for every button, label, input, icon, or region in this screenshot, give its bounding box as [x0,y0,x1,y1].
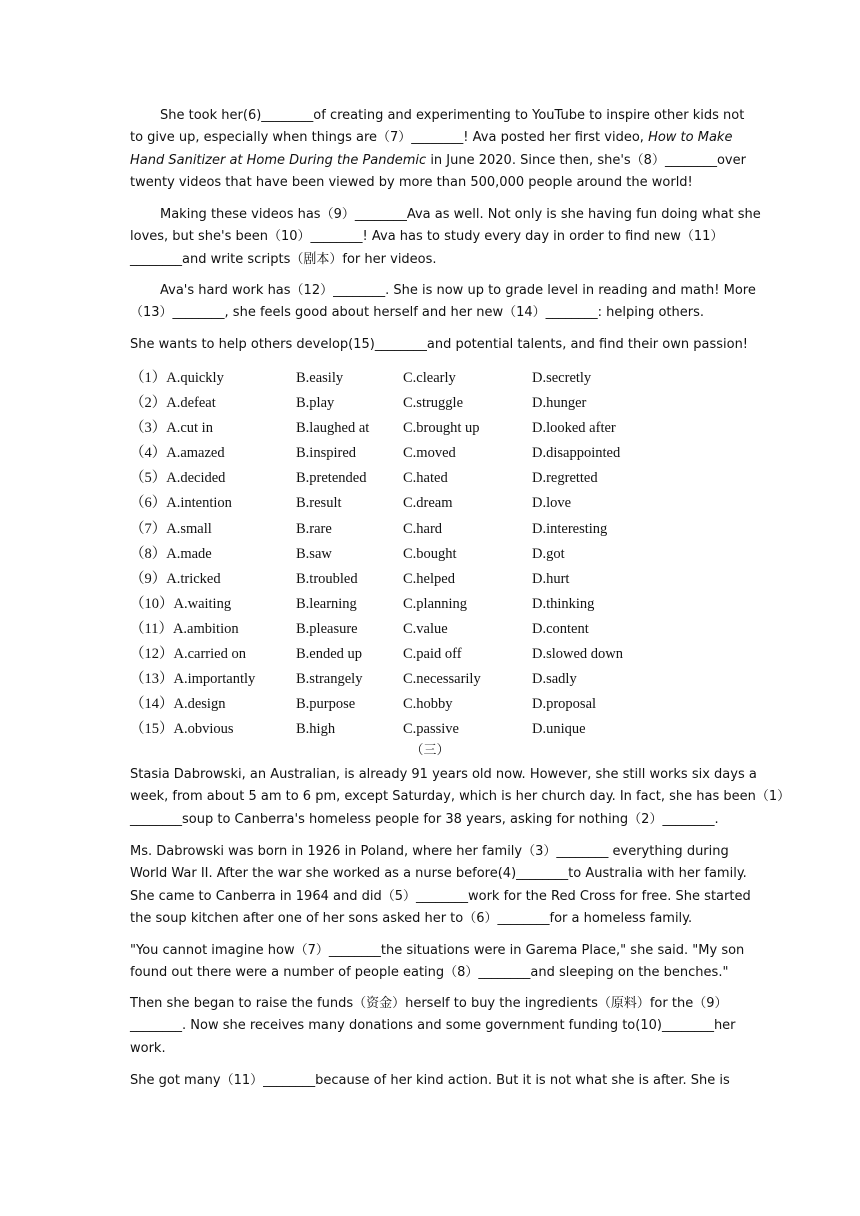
option-b: B.pleasure [296,620,358,637]
paragraph [130,841,751,931]
paragraph [130,105,746,195]
option-d: D.thinking [532,595,595,612]
option-b: B.easily [296,370,344,386]
option-c: C.paid off [403,646,462,663]
paragraph [130,940,745,985]
option-b: B.laughed at [296,420,370,437]
option-row [130,642,690,667]
option-d: D.looked after [532,420,616,437]
text-line: work. [130,1040,166,1056]
option-d: D.love [532,495,572,512]
section-heading: （三） [410,743,450,758]
option-c: C.passive [403,721,459,738]
option-d: D.secretly [532,370,592,386]
option-b: B.troubled [296,570,358,587]
text-line: She came to Canberra in 1964 and did（5）________work for the Red Cross for free. She started [130,888,751,904]
text-line: Ms. Dabrowski was born in 1926 in Poland, where her family（3）________ everything during [130,844,729,859]
option-d: D.content [532,620,589,637]
option-b: B.ended up [296,646,363,663]
text-line: ________soup to Canberra's homeless people for 38 years, asking for nothing（2）________. [130,811,719,827]
text-line: She wants to help others develop(15)________and potential talents, and find their own passion! [130,337,749,352]
text-line: Ava's hard work has（12）________. She is now up to grade level in reading and math! More [160,283,756,298]
paragraph [130,1070,742,1092]
option-b: B.inspired [296,445,357,462]
answer-options [130,366,690,742]
option-b: B.saw [296,545,332,562]
option-row [130,466,690,491]
text-line: week, from about 5 am to 6 pm, except Saturday, which is her church day. In fact, she has been（1） [130,789,791,805]
option-a: （11）A.ambition [130,620,239,637]
option-d: D.proposal [532,696,597,713]
paragraph [130,764,791,831]
text-line: to give up, especially when things are（7）________! Ava posted her first video, How to Make [130,130,733,146]
option-d: D.got [532,545,565,562]
option-a: （9）A.tricked [130,570,221,587]
option-row [130,366,690,391]
option-row [130,692,690,717]
text-line: She took her(6)________of creating and experimenting to YouTube to inspire other kids not [160,108,745,123]
option-a: （7）A.small [130,520,212,537]
text-line: loves, but she's been（10）________! Ava has to study every day in order to find new（11） [130,229,724,245]
option-a: （14）A.design [130,696,226,713]
option-a: （3）A.cut in [130,420,213,437]
option-c: C.clearly [403,370,456,386]
option-d: D.hurt [532,570,570,587]
text-line: twenty videos that have been viewed by more than 500,000 people around the world! [130,175,693,191]
option-a: （6）A.intention [130,495,232,512]
option-row [130,391,690,416]
option-a: （2）A.defeat [130,395,216,412]
option-c: C.helped [403,570,455,587]
option-c: C.bought [403,545,457,562]
text-line: Stasia Dabrowski, an Australian, is already 91 years old now. However, she still works six days a [130,767,757,782]
option-d: D.disappointed [532,445,621,462]
option-a: （12）A.carried on [130,646,246,663]
option-b: B.learning [296,595,357,612]
option-row [130,717,690,742]
option-row [130,416,690,441]
option-d: D.interesting [532,520,608,537]
paragraph [130,993,742,1060]
video-title-part: Hand Sanitizer at Home During the Pandemic [130,152,427,168]
paragraph [130,334,749,356]
option-b: B.result [296,495,342,512]
text-line: Hand Sanitizer at Home During the Pandemic in June 2020. Since then, she's（8）________over [130,152,746,168]
option-c: C.planning [403,595,468,612]
option-c: C.hard [403,520,443,537]
option-row [130,517,690,542]
option-d: D.unique [532,721,586,738]
text-line: the soup kitchen after one of her sons asked her to（6）________for a homeless family. [130,911,693,927]
option-row [130,617,690,642]
text-line: ________and write scripts（剧本）for her videos. [130,251,437,267]
option-b: B.rare [296,520,332,537]
text-line: Then she began to raise the funds（资金）herself to buy the ingredients（原料）for the（9） [130,996,728,1011]
option-row [130,491,690,516]
option-a: （10）A.waiting [130,595,232,612]
text-line: found out there were a number of people eating（8）________and sleeping on the benches." [130,965,729,981]
option-c: C.dream [403,495,453,512]
option-row [130,567,690,592]
video-title-part: How to Make [648,130,733,146]
text-line: ________. Now she receives many donations and some government funding to(10)________her [130,1018,736,1034]
option-d: D.hunger [532,395,587,412]
option-d: D.regretted [532,470,598,487]
option-d: D.sadly [532,671,577,688]
text-line: （13）________, she feels good about herself and her new（14）________: helping others. [130,305,704,321]
option-c: C.hated [403,470,448,487]
option-row [130,667,690,692]
option-a: （5）A.decided [130,470,226,487]
option-c: C.struggle [403,395,464,412]
option-a: （1）A.quickly [130,370,224,386]
option-b: B.strangely [296,671,363,688]
option-row [130,592,690,617]
text-line: She got many（11）________because of her kind action. But it is not what she is after. She is [130,1073,730,1088]
option-d: D.slowed down [532,646,624,663]
option-row [130,441,690,466]
option-b: B.play [296,395,335,412]
option-b: B.high [296,721,336,738]
option-c: C.brought up [403,420,480,437]
option-a: （13）A.importantly [130,671,256,688]
paragraph [130,204,761,271]
text-line: Making these videos has（9）________Ava as well. Not only is she having fun doing what she [160,207,761,222]
option-a: （4）A.amazed [130,445,225,462]
option-c: C.value [403,620,448,637]
option-c: C.hobby [403,696,453,713]
option-c: C.necessarily [403,671,481,688]
option-b: B.pretended [296,470,367,487]
paragraph [130,280,756,325]
option-b: B.purpose [296,696,356,713]
option-a: （15）A.obvious [130,721,234,738]
text-line: "You cannot imagine how（7）________the situations were in Garema Place," she said. "My son [130,943,745,958]
option-a: （8）A.made [130,545,212,562]
text-line: World War II. After the war she worked as a nurse before(4)________to Australia with her family. [130,866,747,882]
option-c: C.moved [403,445,456,462]
option-row [130,542,690,567]
